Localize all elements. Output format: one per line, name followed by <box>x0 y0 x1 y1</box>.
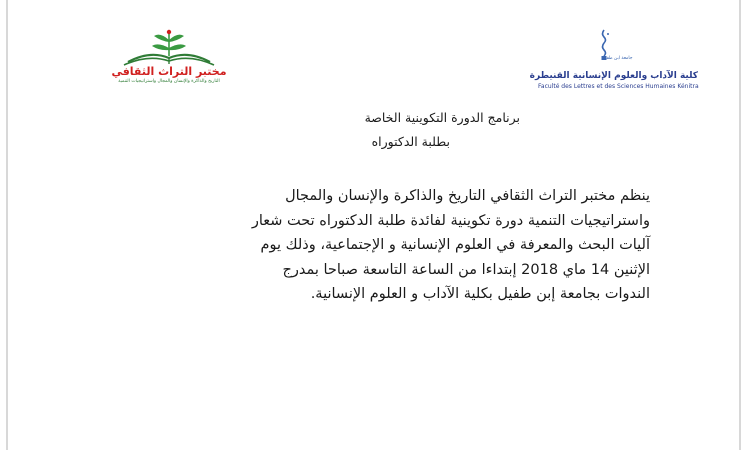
lab-subtitle: التاريخ والذاكرة والإنسان والمجال واستراتيجيات التنمية <box>118 79 220 84</box>
paragraph-line: آليات البحث والمعرفة في العلوم الإنسانية و الإجتماعية، وذلك يوم <box>260 237 650 254</box>
paragraph-line: ينظم مختبر التراث الثقافي التاريخ والذاكرة والإنسان والمجال <box>285 188 650 204</box>
faculty-logo <box>529 28 699 94</box>
lab-logo <box>98 28 240 86</box>
program-subtitle: بطلبة الدكتوراه <box>371 134 450 149</box>
university-small-label: جامعة ابن طفيل <box>602 56 633 61</box>
paragraph-line: الإثنين 14 ماي 2018 إبتداءا من الساعة التاسعة صباحا بمدرج <box>282 261 650 278</box>
left-border-line <box>6 0 8 450</box>
lab-name: مختبر التراث الثقافي <box>111 65 227 78</box>
faculty-latin-name: Faculté des Lettres et des Sciences Humaines Kénitra <box>538 83 699 90</box>
paragraph-line: واستراتيجيات التنمية دورة تكوينية لفائدة طلبة الدكتوراه تحت شعار <box>251 212 650 229</box>
paragraph-line: الندوات بجامعة إبن طفيل بكلية الآداب و العلوم الإنسانية. <box>310 286 650 303</box>
right-border-line <box>739 0 741 450</box>
announcement-paragraph <box>95 184 650 307</box>
lab-emblem-icon <box>98 28 240 68</box>
program-title: برنامج الدورة التكوينية الخاصة <box>364 110 520 125</box>
faculty-name: كلية الآداب والعلوم الإنسانية القنيطرة <box>529 71 698 81</box>
